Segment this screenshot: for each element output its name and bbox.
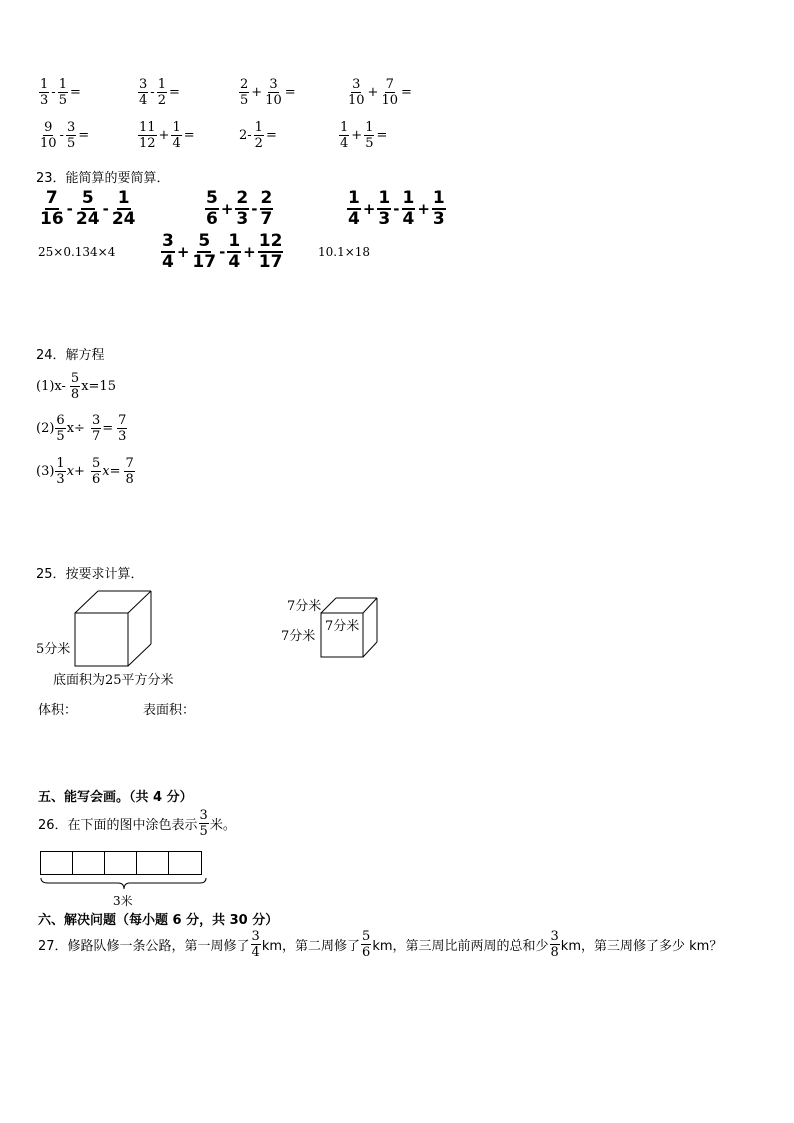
denominator: 8 bbox=[70, 387, 80, 402]
denominator: 5 bbox=[58, 93, 67, 108]
numerator: 2 bbox=[236, 188, 249, 208]
denominator: 8 bbox=[550, 945, 559, 960]
question-25-title: 25．按要求计算． bbox=[36, 567, 144, 582]
denominator: 5 bbox=[56, 429, 65, 444]
denominator: 24 bbox=[111, 209, 136, 229]
calc-item bbox=[137, 121, 196, 150]
operator: - bbox=[219, 243, 226, 261]
numerator: 6 bbox=[56, 413, 65, 428]
operator: + bbox=[74, 464, 85, 479]
expression-23-3 bbox=[346, 190, 447, 228]
numerator: 3 bbox=[139, 77, 148, 92]
numerator: 5 bbox=[70, 371, 80, 386]
variable-x: x bbox=[66, 464, 75, 479]
question-26-text: 26．在下面的图中涂色表示 bbox=[38, 818, 198, 833]
expression-23-4: 25×0.134×4 bbox=[38, 245, 116, 259]
operator: - bbox=[102, 200, 109, 218]
question-27-text-1: 27．修路队修一条公路，第一周修了 bbox=[38, 939, 250, 954]
question-27-text-3: km，第三周比前两周的总和少 bbox=[372, 939, 549, 954]
numerator: 3 bbox=[66, 120, 76, 135]
numerator: 3 bbox=[550, 929, 559, 944]
equals: = bbox=[284, 85, 296, 100]
operator: + bbox=[367, 85, 379, 100]
equation-1 bbox=[36, 372, 116, 401]
calc-item bbox=[38, 121, 90, 150]
operator: - bbox=[66, 200, 73, 218]
denominator: 4 bbox=[172, 136, 181, 151]
numerator: 5 bbox=[206, 188, 218, 208]
numerator: 1 bbox=[254, 120, 263, 135]
equation-middle: x÷ bbox=[66, 421, 85, 436]
calc-item bbox=[38, 78, 82, 107]
equation-prefix: (2) bbox=[36, 421, 55, 436]
question-23-title: 23．能简算的要简算． bbox=[36, 171, 170, 186]
numerator: 3 bbox=[199, 808, 208, 823]
operator: + bbox=[417, 200, 430, 218]
denominator: 3 bbox=[378, 209, 391, 229]
numerator: 5 bbox=[198, 231, 211, 251]
denominator: 2 bbox=[157, 93, 166, 108]
equals: = bbox=[102, 421, 114, 436]
numerator: 2 bbox=[260, 188, 273, 208]
cube2-left-label: 7分米 bbox=[281, 629, 316, 644]
denominator: 6 bbox=[91, 472, 101, 487]
denominator: 10 bbox=[381, 93, 398, 108]
numerator: 7 bbox=[118, 413, 127, 428]
equation-3 bbox=[36, 457, 136, 486]
denominator: 5 bbox=[240, 93, 249, 108]
denominator: 4 bbox=[340, 136, 349, 151]
equation-prefix: (1)x- bbox=[36, 379, 66, 394]
numerator: 1 bbox=[402, 188, 415, 208]
cube1-base-label: 底面积为25平方分米 bbox=[53, 673, 174, 688]
calc-item bbox=[346, 78, 413, 107]
segment-bar[interactable] bbox=[40, 851, 202, 875]
length-brace bbox=[40, 877, 210, 891]
numerator: 1 bbox=[432, 188, 445, 208]
denominator: 4 bbox=[251, 945, 260, 960]
numerator: 1 bbox=[56, 456, 65, 471]
numerator: 3 bbox=[251, 929, 260, 944]
section-5-title: 五、能写会画。（共 4 分） bbox=[38, 790, 193, 805]
equals: = bbox=[376, 128, 388, 143]
operator: - bbox=[393, 200, 400, 218]
equals: = bbox=[109, 464, 121, 479]
operator: + bbox=[220, 200, 234, 218]
denominator: 4 bbox=[402, 209, 415, 229]
calc-item bbox=[338, 121, 388, 150]
cube-figure-1 bbox=[74, 590, 154, 668]
numerator: 1 bbox=[348, 188, 360, 208]
expression-23-5 bbox=[160, 233, 284, 271]
denominator: 2 bbox=[254, 136, 263, 151]
operator: - bbox=[150, 85, 155, 100]
numerator: 5 bbox=[362, 929, 371, 944]
equals: = bbox=[78, 128, 90, 143]
denominator: 16 bbox=[40, 209, 64, 229]
question-26 bbox=[38, 809, 236, 838]
numerator: 5 bbox=[81, 188, 94, 208]
numerator: 2 bbox=[240, 77, 249, 92]
segment-cell[interactable] bbox=[105, 852, 137, 874]
segment-cell[interactable] bbox=[137, 852, 169, 874]
expression-23-1 bbox=[38, 190, 137, 228]
segment-cell[interactable] bbox=[73, 852, 105, 874]
equation-prefix: (3) bbox=[36, 464, 55, 479]
denominator: 17 bbox=[258, 252, 283, 272]
volume-label: 体积： bbox=[38, 703, 78, 718]
operator: + bbox=[176, 243, 190, 261]
denominator: 24 bbox=[75, 209, 100, 229]
lead-term: 2- bbox=[239, 128, 252, 143]
operator: + bbox=[351, 128, 363, 143]
denominator: 5 bbox=[199, 824, 208, 839]
question-27-text-2: km，第二周修了 bbox=[261, 939, 361, 954]
numerator: 12 bbox=[258, 231, 283, 251]
operator: + bbox=[158, 128, 170, 143]
length-label: 3米 bbox=[113, 894, 133, 908]
cube2-top-label: 7分米 bbox=[287, 599, 322, 614]
denominator: 6 bbox=[362, 945, 371, 960]
denominator: 10 bbox=[348, 93, 365, 108]
numerator: 3 bbox=[162, 231, 174, 251]
denominator: 4 bbox=[348, 209, 360, 229]
calc-item bbox=[238, 121, 278, 150]
operator: + bbox=[251, 85, 263, 100]
numerator: 5 bbox=[91, 456, 101, 471]
operator: + bbox=[362, 200, 376, 218]
numerator: 1 bbox=[365, 120, 374, 135]
numerator: 1 bbox=[117, 188, 130, 208]
numerator: 1 bbox=[228, 231, 241, 251]
numerator: 3 bbox=[352, 77, 361, 92]
calc-item bbox=[238, 78, 297, 107]
numerator: 1 bbox=[172, 120, 181, 135]
question-24-title: 24．解方程 bbox=[36, 348, 105, 363]
numerator: 3 bbox=[91, 413, 101, 428]
denominator: 7 bbox=[91, 429, 101, 444]
equation-suffix: x=15 bbox=[81, 379, 116, 394]
denominator: 3 bbox=[432, 209, 445, 229]
denominator: 3 bbox=[118, 429, 127, 444]
question-26-suffix: 米。 bbox=[209, 818, 236, 833]
question-27-text-4: km，第三周修了多少 km？ bbox=[560, 939, 723, 954]
segment-cell[interactable] bbox=[169, 852, 201, 874]
equals: = bbox=[183, 128, 195, 143]
operator: - bbox=[51, 85, 56, 100]
numerator: 1 bbox=[378, 188, 391, 208]
denominator: 3 bbox=[40, 93, 49, 108]
denominator: 5 bbox=[365, 136, 374, 151]
cube2-face-label: 7分米 bbox=[325, 619, 360, 634]
denominator: 10 bbox=[40, 136, 57, 151]
denominator: 4 bbox=[228, 252, 241, 272]
question-27 bbox=[38, 930, 722, 959]
denominator: 3 bbox=[236, 209, 249, 229]
numerator: 11 bbox=[139, 120, 156, 135]
calc-item bbox=[137, 78, 181, 107]
denominator: 3 bbox=[56, 472, 65, 487]
denominator: 6 bbox=[206, 209, 218, 229]
operator: + bbox=[243, 243, 256, 261]
numerator: 3 bbox=[269, 77, 278, 92]
equation-2 bbox=[36, 414, 128, 443]
expression-23-2 bbox=[204, 190, 274, 228]
denominator: 12 bbox=[139, 136, 156, 151]
equals: = bbox=[69, 85, 81, 100]
denominator: 8 bbox=[125, 472, 134, 487]
numerator: 1 bbox=[58, 77, 67, 92]
denominator: 5 bbox=[66, 136, 76, 151]
numerator: 1 bbox=[157, 77, 166, 92]
numerator: 7 bbox=[125, 456, 134, 471]
equals: = bbox=[265, 128, 277, 143]
cube1-height-label: 5分米 bbox=[36, 642, 71, 657]
surface-area-label: 表面积： bbox=[143, 703, 196, 718]
equals: = bbox=[401, 85, 412, 100]
denominator: 17 bbox=[192, 252, 217, 272]
expression-23-6: 10.1×18 bbox=[318, 245, 371, 259]
denominator: 7 bbox=[260, 209, 273, 229]
numerator: 1 bbox=[340, 120, 349, 135]
equals: = bbox=[168, 85, 180, 100]
operator: - bbox=[59, 128, 64, 143]
variable-x: x bbox=[102, 464, 110, 479]
numerator: 7 bbox=[385, 77, 394, 92]
operator: - bbox=[251, 200, 258, 218]
denominator: 10 bbox=[265, 93, 282, 108]
numerator: 9 bbox=[44, 120, 53, 135]
denominator: 4 bbox=[139, 93, 148, 108]
numerator: 7 bbox=[45, 188, 58, 208]
segment-cell[interactable] bbox=[41, 852, 73, 874]
denominator: 4 bbox=[162, 252, 174, 272]
numerator: 1 bbox=[40, 77, 49, 92]
section-6-title: 六、解决问题（每小题 6 分，共 30 分） bbox=[38, 913, 279, 928]
